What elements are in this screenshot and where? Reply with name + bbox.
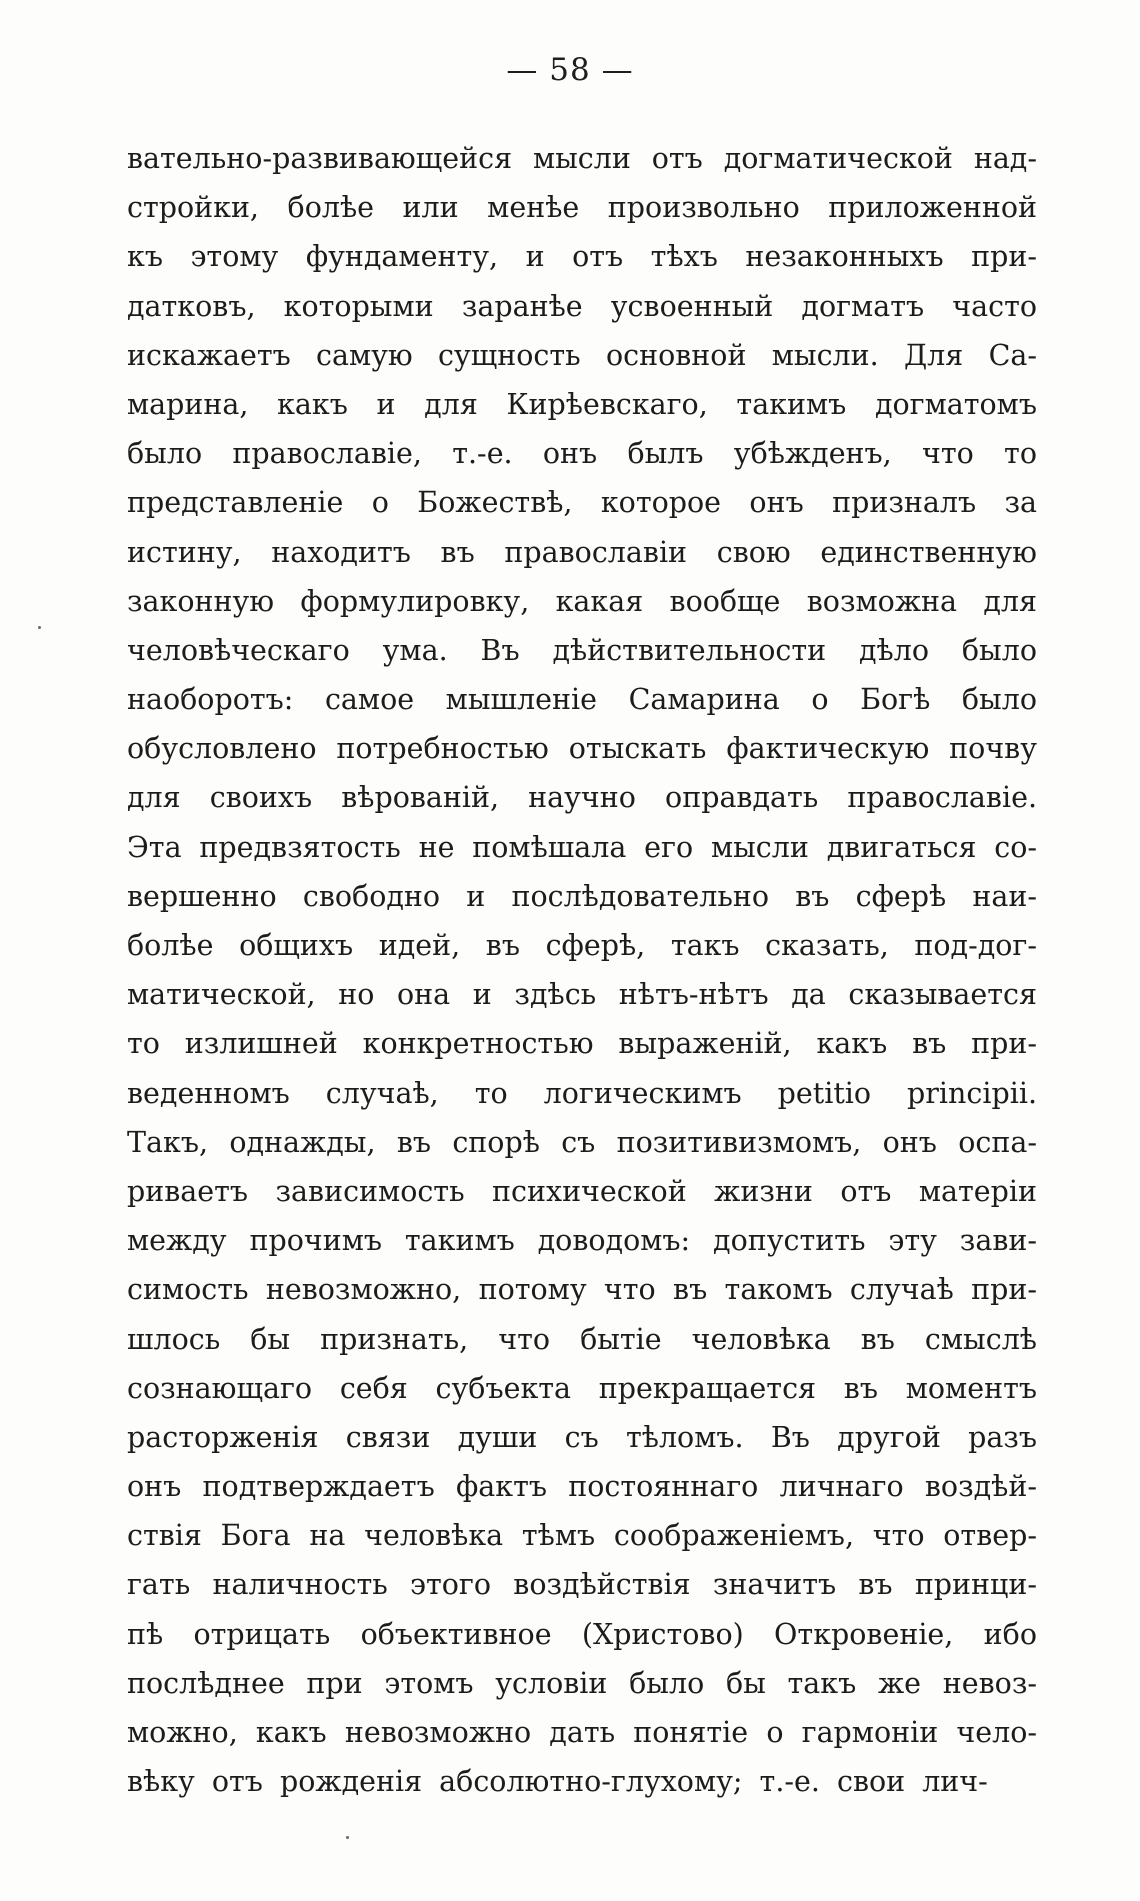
text-line: онъ подтверждаетъ фактъ постояннаго личнаго воздѣй- <box>127 1470 1037 1504</box>
text-line: для своихъ вѣрованій, научно оправдать православіе. <box>127 781 1037 815</box>
text-line: вѣку отъ рожденія абсолютно-глухому; т.-е. свои лич- <box>127 1765 988 1799</box>
text-line: гать наличность этого воздѣйствія значитъ въ принци- <box>127 1568 1037 1602</box>
text-line: датковъ, которыми заранѣе усвоенный догматъ часто <box>127 289 1037 323</box>
text-line: между прочимъ такимъ доводомъ: допустить эту зави- <box>127 1224 1037 1258</box>
text-line: наоборотъ: самое мышленіе Самарина о Богѣ было <box>127 683 1037 717</box>
text-line: вательно-развивающейся мысли отъ догматической над- <box>127 142 1037 175</box>
text-line: къ этому фундаменту, и отъ тѣхъ незаконныхъ при- <box>127 240 1037 274</box>
text-line: Такъ, однажды, въ спорѣ съ позитивизмомъ, онъ оспа- <box>127 1125 1037 1159</box>
text-line: законную формулировку, какая вообще возможна для <box>127 584 1037 618</box>
text-line: стройки, болѣе или менѣе произвольно приложенной <box>127 191 1037 225</box>
text-line: ствія Бога на человѣка тѣмъ соображеніемъ, что отвер- <box>127 1519 1037 1553</box>
text-line: болѣе общихъ идей, въ сферѣ, такъ сказать, под-дог- <box>127 929 1037 962</box>
text-line: представленіе о Божествѣ, которое онъ призналъ за <box>127 486 1037 520</box>
scan-speck <box>38 626 41 629</box>
text-line: сознающаго себя субъекта прекращается въ моментъ <box>127 1371 1037 1405</box>
text-line: шлось бы признать, что бытіе человѣка въ смыслѣ <box>127 1322 1037 1356</box>
text-line: Эта предвзятость не помѣшала его мысли двигаться со- <box>127 830 1037 864</box>
text-line: было православіе, т.-е. онъ былъ убѣжденъ, что то <box>127 437 1037 471</box>
text-line: симость невозможно, потому что въ такомъ случаѣ при- <box>127 1273 1037 1307</box>
text-line: истину, находитъ въ православіи свою единственную <box>127 535 1037 569</box>
text-line: расторженія связи души съ тѣломъ. Въ другой разъ <box>127 1420 1037 1454</box>
text-line: человѣческаго ума. Въ дѣйствительности дѣло было <box>127 633 1037 667</box>
text-line: риваетъ зависимость психической жизни отъ матеріи <box>127 1174 1037 1208</box>
text-line: искажаетъ самую сущность основной мысли. Для Са- <box>127 338 1037 372</box>
text-line: пѣ отрицать объективное (Христово) Откровеніе, ибо <box>127 1617 1037 1651</box>
text-line: вершенно свободно и послѣдовательно въ сферѣ наи- <box>127 879 1037 913</box>
scan-speck <box>346 1836 349 1839</box>
text-line: матической, но она и здѣсь нѣтъ-нѣтъ да сказывается <box>127 978 1037 1012</box>
text-line: то излишней конкретностью выраженій, какъ въ при- <box>127 1027 1037 1061</box>
text-line: веденномъ случаѣ, то логическимъ petitio principii. <box>127 1076 1037 1110</box>
page-number: — 58 — <box>506 52 634 88</box>
body-text <box>127 134 1037 1806</box>
text-line: послѣднее при этомъ условіи было бы такъ же невоз- <box>127 1666 1037 1700</box>
text-line: марина, какъ и для Кирѣевскаго, такимъ догматомъ <box>127 387 1037 421</box>
text-line: обусловлено потребностью отыскать фактическую почву <box>127 732 1037 766</box>
text-line: можно, какъ невозможно дать понятіе о гармоніи чело- <box>127 1716 1037 1749</box>
